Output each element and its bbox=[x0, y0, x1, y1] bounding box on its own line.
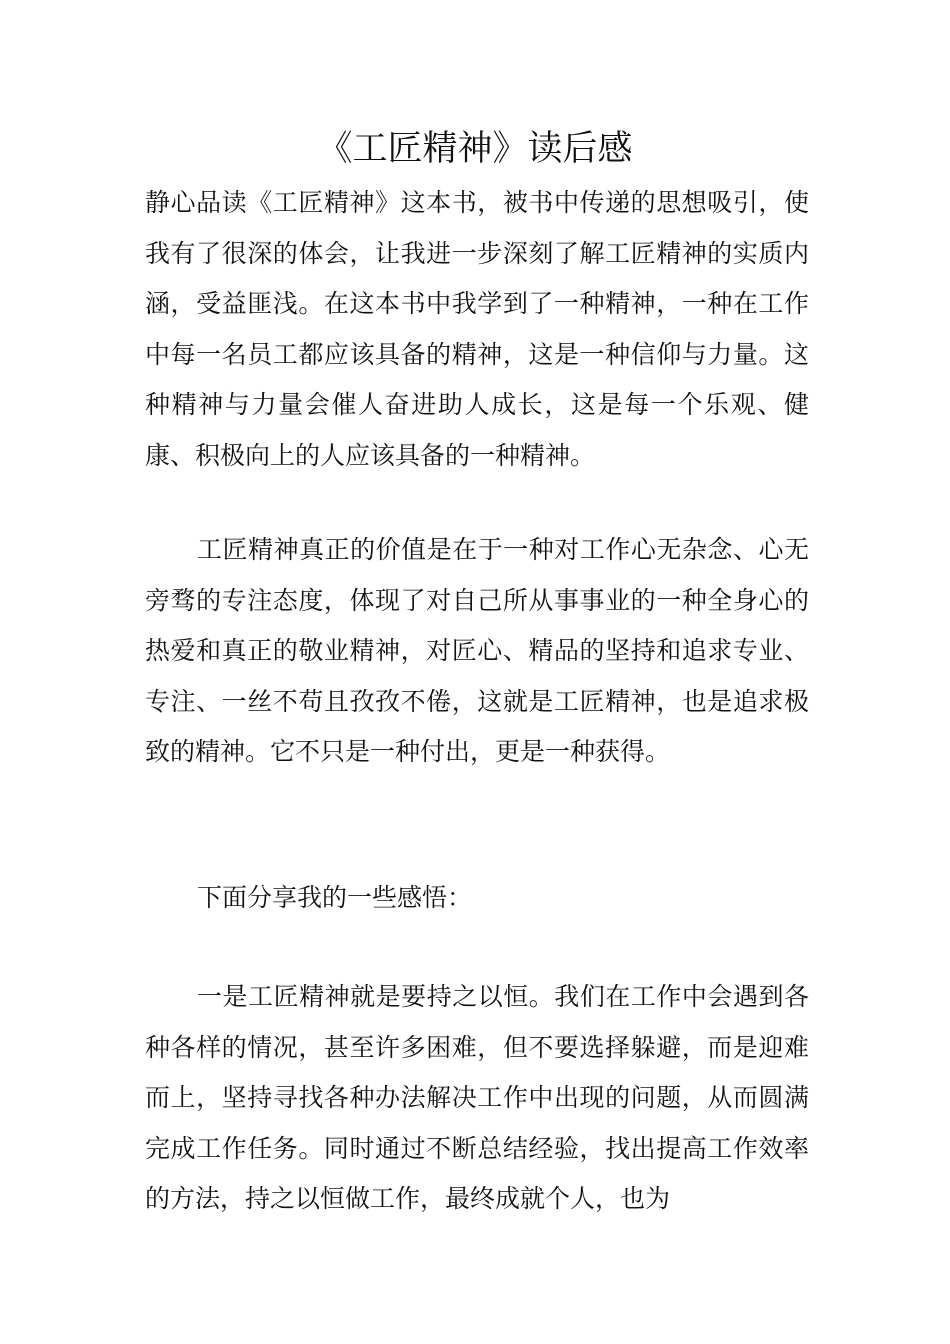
document-title: 《工匠精神》读后感 bbox=[317, 129, 633, 169]
paragraph-value: 工匠精神真正的价值是在于一种对工作心无杂念、心无旁骛的专注态度，体现了对自己所从事事业的一种全身心的热爱和真正的敬业精神，对匠心、精品的坚持和追求专业、专注、一丝不苟且孜孜不倦，这就是工匠精神，也是追求极致的精神。它不只是一种付出，更是一种获得。 bbox=[145, 535, 809, 766]
paragraph-intro: 静心品读《工匠精神》这本书，被书中传递的思想吸引，使我有了很深的体会，让我进一步深刻了解工匠精神的实质内涵，受益匪浅。在这本书中我学到了一种精神，一种在工作中每一名员工都应该具备的精神，这是一种信仰与力量。这种精神与力量会催人奋进助人成长，这是每一个乐观、健康、积极向上的人应该具备的一种精神。 bbox=[145, 188, 809, 470]
paragraph-point-one: 一是工匠精神就是要持之以恒。我们在工作中会遇到各种各样的情况，甚至许多困难，但不要选择躲避，而是迎难而上，坚持寻找各种办法解决工作中出现的问题，从而圆满完成工作任务。同时通过不断总结经验，找出提高工作效率的方法，持之以恒做工作，最终成就个人，也为 bbox=[145, 982, 809, 1213]
paragraph-share-intro: 下面分享我的一些感悟： bbox=[197, 883, 473, 912]
